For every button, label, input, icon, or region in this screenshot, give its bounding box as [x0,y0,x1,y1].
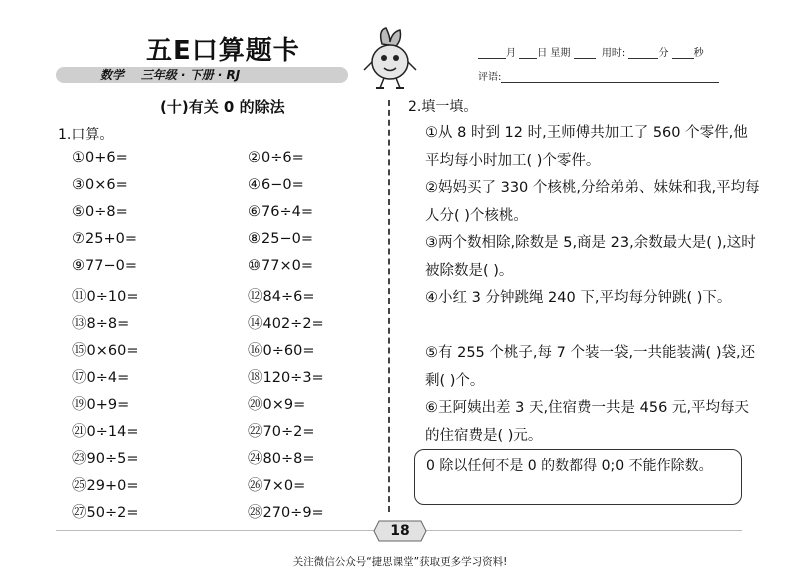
q1-item: ⑨77−0= [72,258,137,274]
q1-item: ⑲0+9= [72,397,130,413]
q1-item: ⑫84÷6= [248,289,315,305]
date-time-line: 月 日 星期 用时: 分 秒 [478,44,704,59]
q1-item: ⑮0×60= [72,343,139,359]
q1-item: ⑤0÷8= [72,204,128,220]
q1-item: ⑱120÷3= [248,370,324,386]
q1-item: ⑬8÷8= [72,316,130,332]
q1-item: ㉑0÷14= [72,424,139,440]
q2-item: ③两个数相除,除数是 5,商是 23,余数最大是( ),这时被除数是( )。 [425,235,756,279]
q1-item: ①0+6= [72,150,128,166]
q2-item: ⑥王阿姨出差 3 天,住宿费一共是 456 元,平均每天的住宿费是( )元。 [425,400,750,444]
q1-item: ⑪0÷10= [72,289,139,305]
q2-item: ⑤有 255 个桃子,每 7 个装一袋,一共能装满( )袋,还剩( )个。 [425,345,756,389]
q1-item: ㉔80÷8= [248,451,315,467]
comment-line: 评语: [478,68,719,83]
footer-note: 关注微信公众号“捷思课堂”获取更多学习资料! [292,556,508,568]
radish-mascot-icon [360,26,420,92]
q1-item: ㉓90÷5= [72,451,139,467]
q1-item: ㉕29+0= [72,478,139,494]
q1-item: ③0×6= [72,177,128,193]
q1-item: ②0÷6= [248,150,304,166]
q1-item: ⑧25−0= [248,231,313,247]
q1-item: ⑩77×0= [248,258,313,274]
q1-label: 1.口算。 [58,127,114,143]
page-number: 18 [390,523,410,539]
q1-item: ⑦25+0= [72,231,137,247]
q1-item: ㉘270÷9= [248,505,324,521]
q2-item: ④小红 3 分钟跳绳 240 下,平均每分钟跳( )下。 [425,290,732,306]
section-title: (十)有关 0 的除法 [160,98,285,116]
q1-item: ⑭402÷2= [248,316,324,332]
subtitle-text: 数学 三年级 · 下册 · RJ [100,68,241,82]
tip-text: 0 除以任何不是 0 的数都得 0;0 不能作除数。 [426,458,713,474]
q1-item: ㉗50÷2= [72,505,139,521]
brand-title: 五E口算题卡 [146,36,300,66]
q2-item: ②妈妈买了 330 个核桃,分给弟弟、妹妹和我,平均每人分( )个核桃。 [425,180,760,224]
q2-item: ①从 8 时到 12 时,王师傅共加工了 560 个零件,他平均每小时加工( )个零件。 [425,125,748,169]
q1-item: ⑳0×9= [248,397,306,413]
q1-item: ㉖7×0= [248,478,306,494]
q1-item: ⑯0÷60= [248,343,315,359]
q1-item: ㉒70÷2= [248,424,315,440]
q1-item: ④6−0= [248,177,304,193]
column-divider [388,100,390,512]
q1-item: ⑥76÷4= [248,204,313,220]
q1-item: ⑰0÷4= [72,370,130,386]
q2-label: 2.填一填。 [408,99,478,115]
